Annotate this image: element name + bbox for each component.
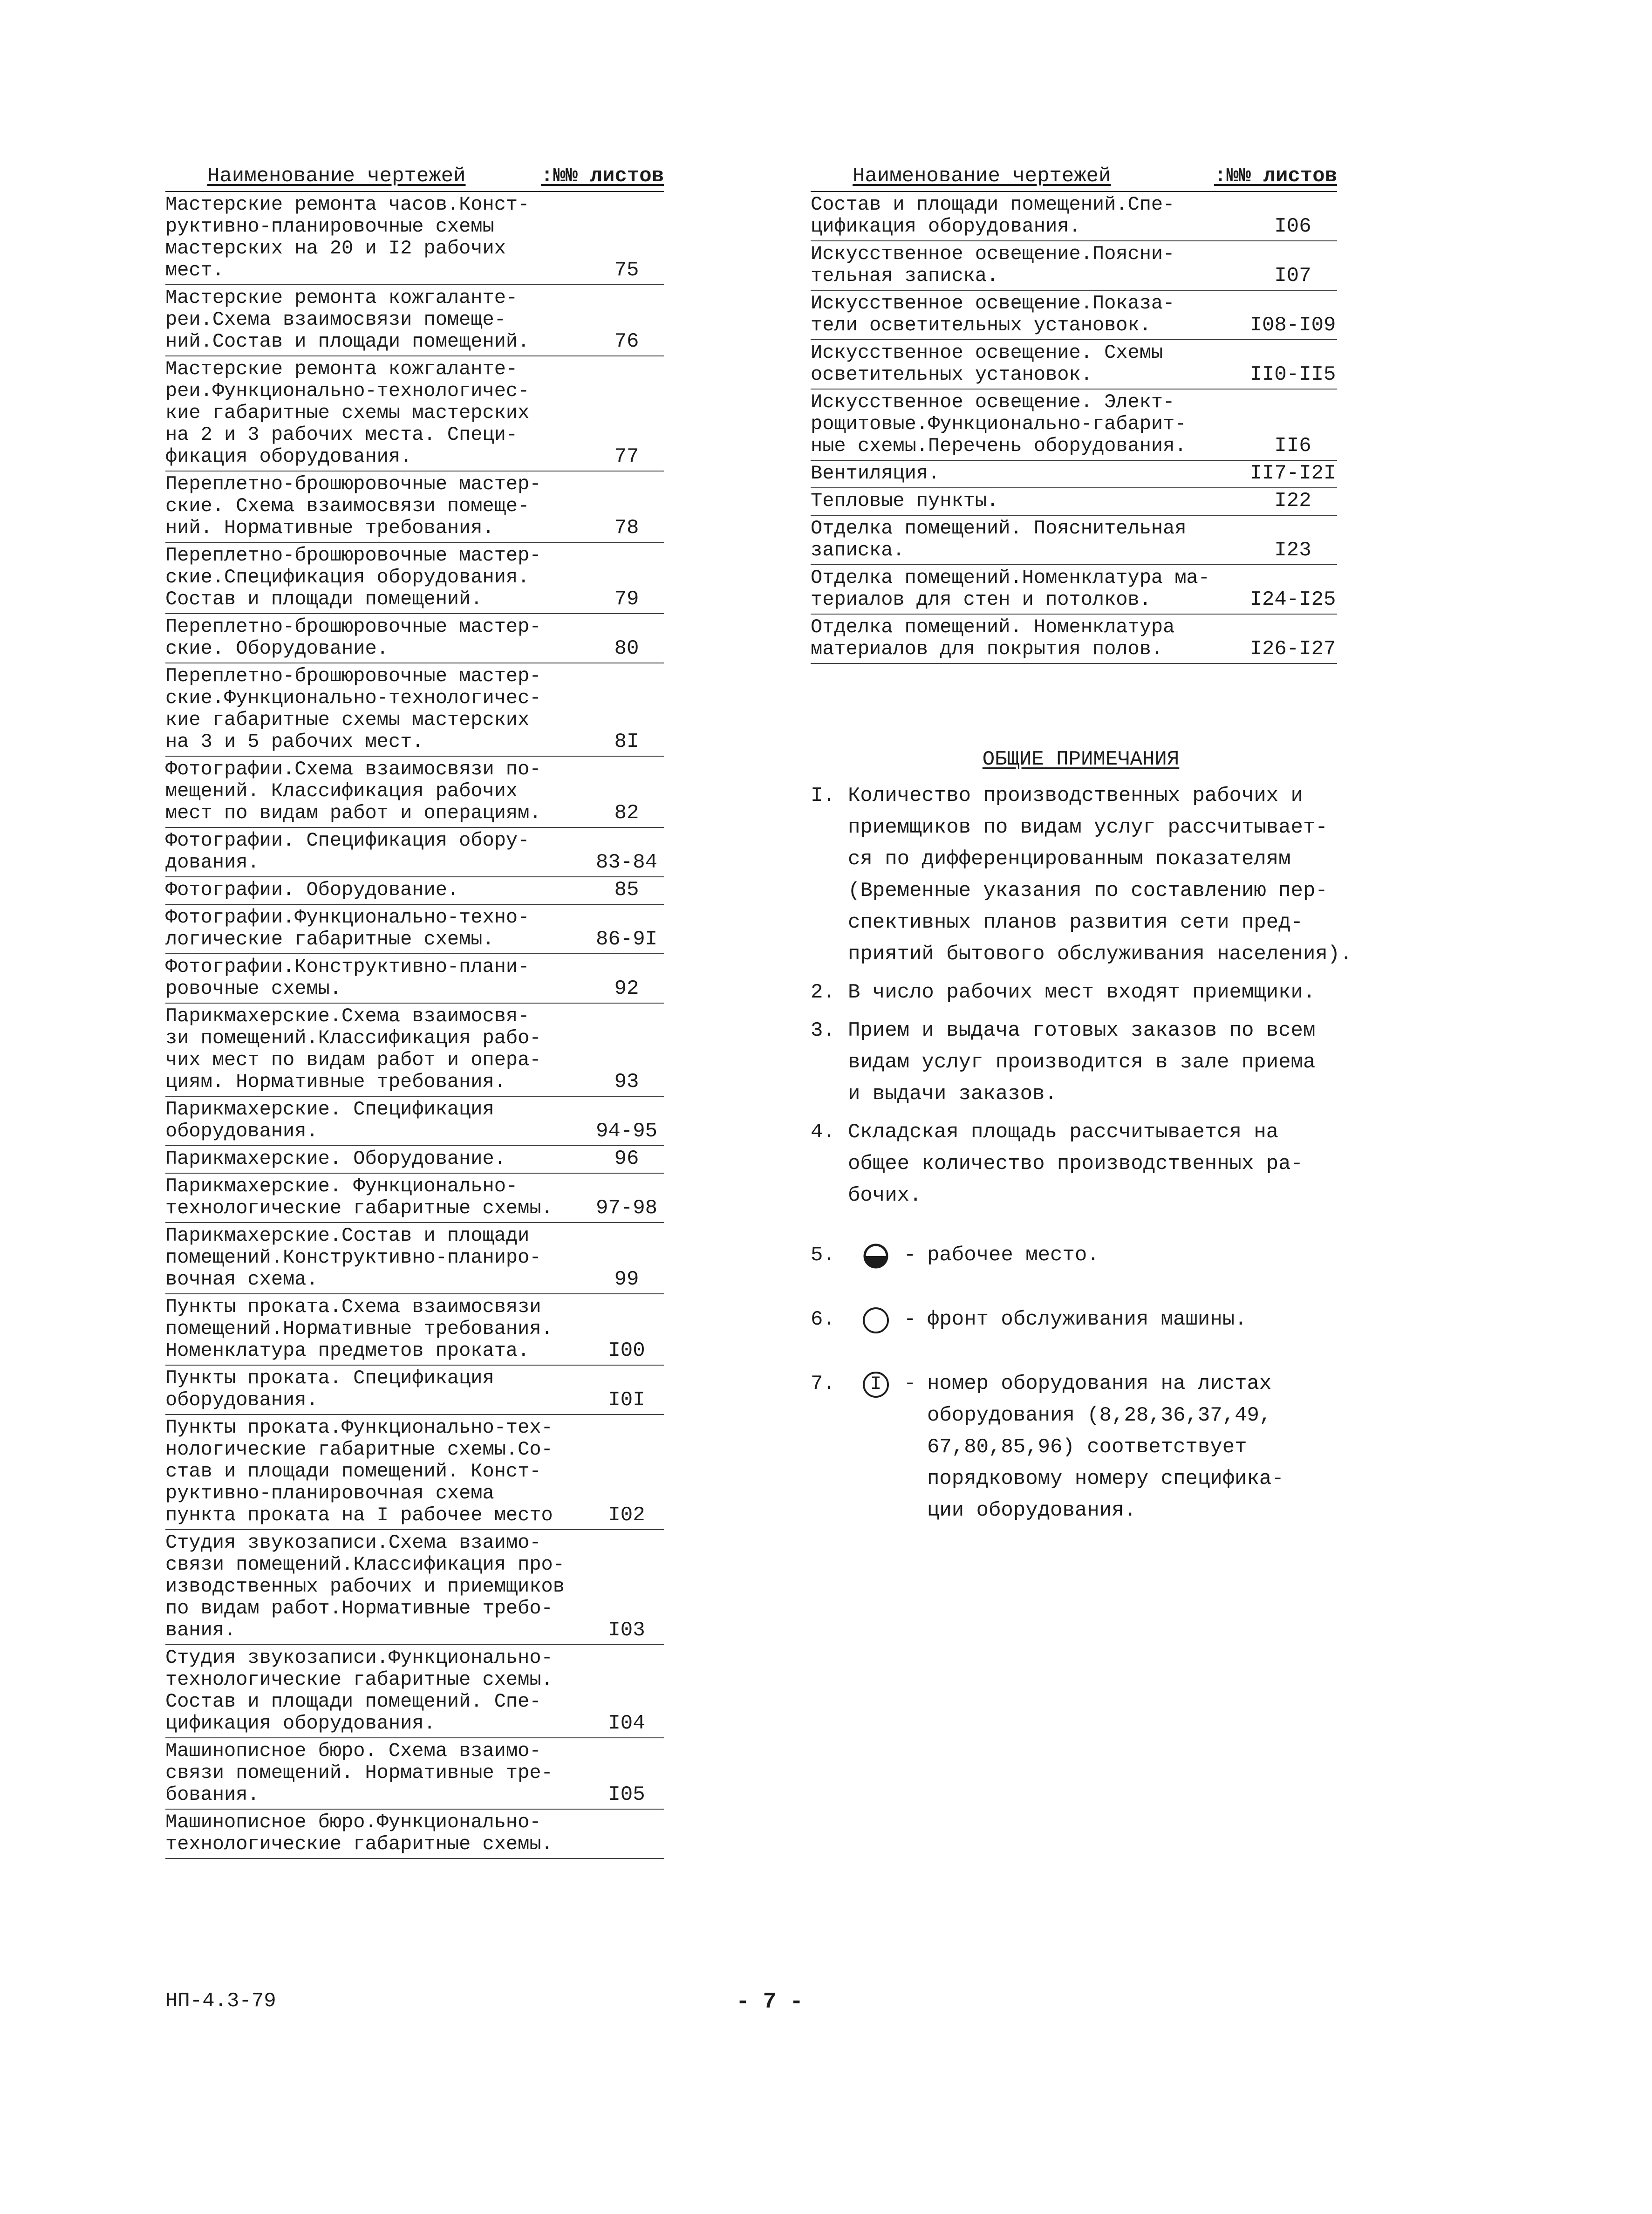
table-row (165, 614, 664, 663)
table-row (165, 285, 664, 356)
note-text: Количество производственных рабочих и приемщиков по видам услуг рассчитывает- ся по дифференцированным показателям (Временные указания по составлению пер- спективных планов развития сети пред- приятий бытового обслуживания населения). (848, 784, 1352, 966)
sheet-number: I03 (608, 1619, 645, 1642)
drawing-name: Переплетно-брошюровочные мастер- ские. Оборудование. (165, 615, 541, 660)
drawing-name: Машинописное бюро.Функционально- технологические габаритные схемы. (165, 1811, 553, 1855)
sheet-number: 80 (614, 637, 639, 660)
right-table-header (811, 164, 1337, 191)
general-notes (811, 745, 1379, 1526)
drawing-name: Фотографии.Конструктивно-плани- ровочные схемы. (165, 956, 530, 1000)
drawing-name: Мастерские ремонта кожгалантe- реи.Схема взаимосвязи помеще- ний.Состав и площади помещений. (165, 287, 530, 353)
empty-circle-icon (848, 1304, 904, 1334)
right-table-rows (811, 192, 1337, 664)
header-name: Наименование чертежей (853, 164, 1111, 188)
drawing-name: Мастерские ремонта часов.Конст- руктивно-планировочные схемы мастерских на 20 и I2 рабочих мест. (165, 193, 530, 281)
sheet-number: II0-II5 (1249, 363, 1336, 386)
drawing-name: Переплетно-брошюровочные мастер- ские. Схема взаимосвязи помеще- ний. Нормативные требования. (165, 473, 541, 539)
table-row (165, 1223, 664, 1294)
table-row (165, 1366, 664, 1415)
drawing-name: Отделка помещений. Пояснительная записка. (811, 517, 1187, 561)
note-item (811, 977, 1379, 1008)
sheet-number: 85 (614, 878, 639, 902)
table-row (811, 390, 1337, 461)
numbered-circle-icon (848, 1368, 904, 1399)
table-row (165, 543, 664, 614)
note-item (811, 780, 1379, 970)
note-number: 7. (811, 1372, 835, 1395)
drawing-name: Студия звукозаписи.Функционально- технологические габаритные схемы. Состав и площади помещений. Спе- цификация оборудования. (165, 1647, 553, 1735)
table-row (811, 516, 1337, 565)
symbol-note (811, 1239, 1379, 1271)
left-column (165, 164, 664, 1859)
table-row (811, 340, 1337, 390)
notes-list (811, 780, 1379, 1211)
sheet-number: I04 (608, 1712, 645, 1735)
sheet-number: I08-I09 (1249, 314, 1336, 337)
drawing-name: Пункты проката. Спецификация оборудования. (165, 1367, 494, 1411)
drawing-name: Искусственное освещение.Показа- тели осветительных установок. (811, 292, 1175, 336)
drawing-name: Студия звукозаписи.Схема взаимо- связи помещений.Классификация про- изводственных рабочих и приемщиков по видам работ.Нормативные требо- вания. (165, 1531, 565, 1641)
sheet-number: 78 (614, 516, 639, 540)
header-sheets: :№№ листов (540, 164, 664, 188)
sheet-number: 92 (614, 977, 639, 1000)
drawing-name: Машинописное бюро. Схема взаимо- связи помещений. Нормативные тре- бования. (165, 1740, 553, 1806)
drawing-name: Фотографии.Функционально-техно- логические габаритные схемы. (165, 906, 530, 950)
drawing-name: Парикмахерские. Спецификация оборудования. (165, 1098, 494, 1142)
symbol-description: фронт обслуживания машины. (927, 1308, 1247, 1331)
right-column (811, 164, 1337, 664)
table-row (165, 663, 664, 757)
drawing-name: Фотографии.Схема взаимосвязи по- мещений. Классификация рабочих мест по видам работ и операциям. (165, 758, 541, 824)
sheet-number: 77 (614, 445, 639, 468)
drawing-name: Парикмахерские. Функционально- технологические габаритные схемы. (165, 1175, 553, 1219)
table-row (165, 954, 664, 1004)
header-sheets: :№№ листов (1214, 164, 1337, 188)
table-row (811, 615, 1337, 664)
drawing-name: Мастерские ремонта кожгаланте- реи.Функционально-технологичес- кие габаритные схемы мастерских на 2 и 3 рабочих места. Специ- фикация оборудования. (165, 358, 530, 468)
sheet-number: II6 (1274, 434, 1311, 458)
drawing-name: Парикмахерские.Состав и площади помещений.Конструктивно-планиро- вочная схема. (165, 1224, 541, 1291)
drawing-name: Вентиляция. (811, 462, 940, 485)
sheet-number: I05 (608, 1783, 645, 1806)
table-row (165, 1415, 664, 1530)
sheet-number: I06 (1274, 215, 1311, 238)
left-table-header (165, 164, 664, 191)
drawing-name: Пункты проката.Функционально-тех- нологические габаритные схемы.Со- став и площади помещений. Конст- руктивно-планировочная схема пункта проката на I рабочее место (165, 1416, 553, 1526)
sheet-number: 86-9I (595, 928, 658, 951)
drawing-name: Парикмахерские. Оборудование. (165, 1148, 506, 1170)
sheet-number: II7-I2I (1249, 462, 1336, 485)
note-number: 4. (811, 1121, 835, 1144)
table-row (165, 905, 664, 954)
sheet-number: I07 (1274, 264, 1311, 287)
symbol-description: номер оборудования на листах оборудования (8,28,36,37,49, 67,80,85,96) соответствует порядковому номеру специфика- ции оборудования. (927, 1372, 1284, 1522)
table-row (165, 1146, 664, 1174)
drawing-name: Отделка помещений.Номенклатура ма- териалов для стен и потолков. (811, 567, 1210, 611)
note-number: I. (811, 784, 835, 807)
symbol-note (811, 1368, 1379, 1526)
drawing-name: Пункты проката.Схема взаимосвязи помещений.Нормативные требования. Номенклатура предметов проката. (165, 1296, 553, 1362)
sheet-number: 8I (614, 730, 639, 753)
table-row (811, 565, 1337, 615)
icon-label: I (870, 1374, 881, 1395)
note-number: 5. (811, 1244, 835, 1267)
document-code: НП-4.3-79 (165, 1989, 276, 2013)
table-row (165, 1738, 664, 1810)
sheet-number: I0I (608, 1388, 645, 1412)
left-table-rows (165, 192, 664, 1859)
sheet-number: I02 (608, 1503, 645, 1527)
sheet-number: I24-I25 (1249, 588, 1336, 611)
drawing-name: Тепловые пункты. (811, 490, 999, 512)
table-row (165, 1294, 664, 1366)
table-row (165, 757, 664, 828)
note-number: 6. (811, 1308, 835, 1331)
sheet-number: 99 (614, 1268, 639, 1291)
note-text: В число рабочих мест входят приемщики. (848, 981, 1316, 1004)
drawing-name: Искусственное освещение. Схемы осветительных установок. (811, 342, 1163, 386)
table-row (165, 828, 664, 877)
table-row (165, 1810, 664, 1859)
table-row (165, 1097, 664, 1146)
dash: - (904, 1372, 916, 1395)
half-filled-circle-icon (848, 1239, 904, 1270)
table-row (811, 192, 1337, 241)
drawing-name: Искусственное освещение. Элект- рощитовые.Функционально-габарит- ные схемы.Перечень оборудования. (811, 391, 1187, 457)
note-number: 3. (811, 1019, 835, 1042)
drawing-name: Парикмахерские.Схема взаимосвя- зи помещений.Классификация рабо- чих мест по видам работ и опера- циям. Нормативные требования. (165, 1005, 541, 1093)
note-item (811, 1116, 1379, 1211)
note-number: 2. (811, 981, 835, 1004)
drawing-name: Переплетно-брошюровочные мастер- ские.Функционально-технологичес- кие габаритные схемы мастерских на 3 и 5 рабочих мест. (165, 665, 541, 753)
table-row (165, 1004, 664, 1097)
notes-title: ОБЩИЕ ПРИМЕЧАНИЯ (982, 748, 1180, 771)
table-row (811, 241, 1337, 291)
symbol-note (811, 1304, 1379, 1335)
table-row (165, 472, 664, 543)
sheet-number: 97-98 (595, 1196, 658, 1220)
table-row (165, 356, 664, 472)
sheet-number: 76 (614, 330, 639, 353)
table-row (165, 1530, 664, 1645)
drawing-name: Искусственное освещение.Поясни- тельная записка. (811, 243, 1175, 287)
sheet-number: I00 (608, 1339, 645, 1362)
table-row (811, 461, 1337, 488)
sheet-number: 75 (614, 259, 639, 282)
drawing-name: Переплетно-брошюровочные мастер- ские.Спецификация оборудования. Состав и площади помещений. (165, 544, 541, 610)
drawing-name: Фотографии. Оборудование. (165, 879, 459, 901)
page-number: - 7 - (736, 1989, 804, 2015)
table-row (811, 291, 1337, 340)
sheet-number: 93 (614, 1070, 639, 1093)
sheet-number: 82 (614, 801, 639, 825)
note-text: Прием и выдача готовых заказов по всем видам услуг производится в зале приема и выдачи заказов. (848, 1019, 1316, 1106)
table-row (165, 877, 664, 905)
drawing-name: Состав и площади помещений.Спе- цификация оборудования. (811, 193, 1175, 238)
symbol-description: рабочее место. (927, 1244, 1099, 1267)
dash: - (904, 1308, 916, 1331)
note-text: Складская площадь рассчитывается на общее количество производственных ра- бочих. (848, 1121, 1303, 1207)
sheet-number: I23 (1274, 539, 1311, 562)
sheet-number: 79 (614, 588, 639, 611)
sheet-number: I26-I27 (1249, 637, 1336, 661)
drawing-name: Фотографии. Спецификация обору- дования. (165, 829, 530, 874)
table-row (165, 192, 664, 285)
table-row (165, 1645, 664, 1738)
sheet-number: 94-95 (595, 1120, 658, 1143)
header-name: Наименование чертежей (207, 164, 466, 188)
symbol-legend (811, 1239, 1379, 1526)
drawing-name: Отделка помещений. Номенклатура материалов для покрытия полов. (811, 616, 1175, 660)
table-row (165, 1174, 664, 1223)
dash: - (904, 1244, 916, 1267)
sheet-number: I22 (1274, 489, 1311, 512)
sheet-number: 96 (614, 1147, 639, 1170)
table-row (811, 488, 1337, 516)
sheet-number: 83-84 (595, 851, 658, 874)
note-item (811, 1015, 1379, 1110)
